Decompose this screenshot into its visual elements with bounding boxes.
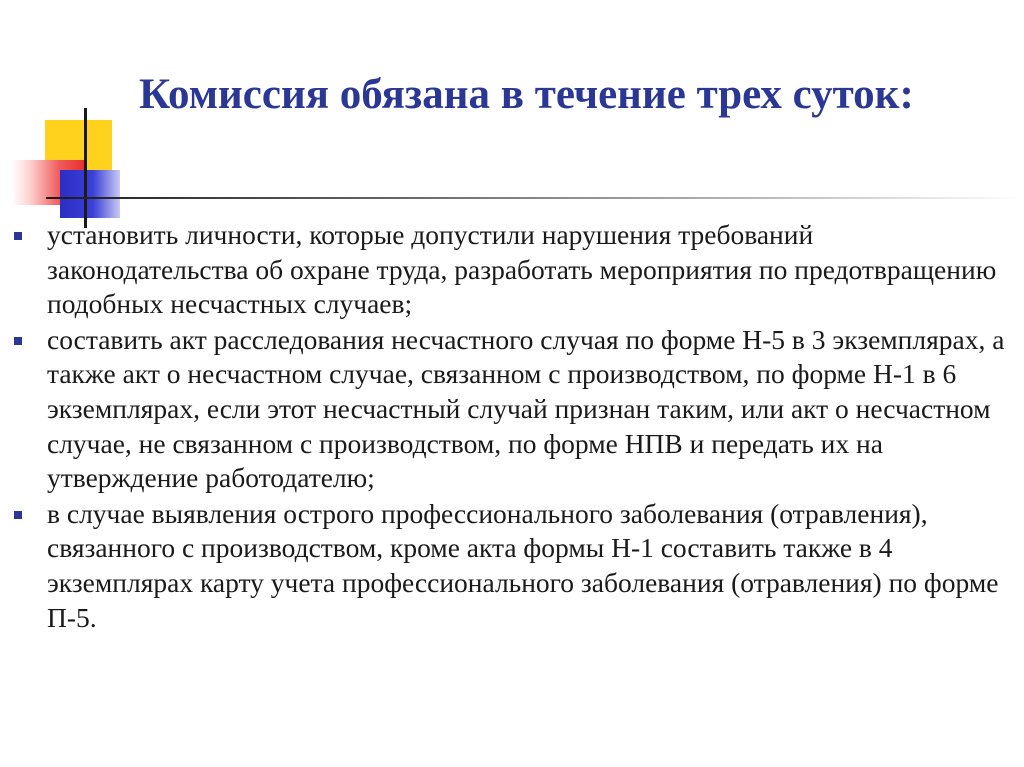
title-underline-divider: [46, 197, 1024, 199]
bullet-item: [14, 497, 1014, 635]
square-bullet-icon: [14, 232, 22, 240]
bullet-text: установить личности, которые допустили нарушения требований законодательства об охране труда, разработать мероприятия по предотвращению подобных несчастных случаев;: [47, 219, 997, 320]
bullet-item: [14, 323, 1014, 496]
decorative-vertical-line: [84, 108, 87, 228]
bullet-list: [14, 218, 1014, 636]
bullet-item: [14, 218, 1014, 322]
square-bullet-icon: [14, 337, 22, 345]
slide-title: Комиссия обязана в течение трех суток:: [139, 71, 914, 118]
bullet-text: в случае выявления острого профессионального заболевания (отравления), связанного с производством, кроме акта формы Н-1 составить также в 4 экземплярах карту учета профессионального заболевания (отравления) по форме П-5.: [47, 497, 999, 633]
square-bullet-icon: [14, 511, 22, 519]
decorative-blue-square: [60, 170, 120, 218]
bullet-text: составить акт расследования несчастного случая по форме Н-5 в 3 экземплярах, а также акт о несчастном случае, связанном с производством, по форме Н-1 в 6 экземплярах, если этот несчастный случай признан таким, или акт о несчастном случае, не связанном с производством, по форме НПВ и передать их на утверждение работодателю;: [47, 323, 1005, 494]
